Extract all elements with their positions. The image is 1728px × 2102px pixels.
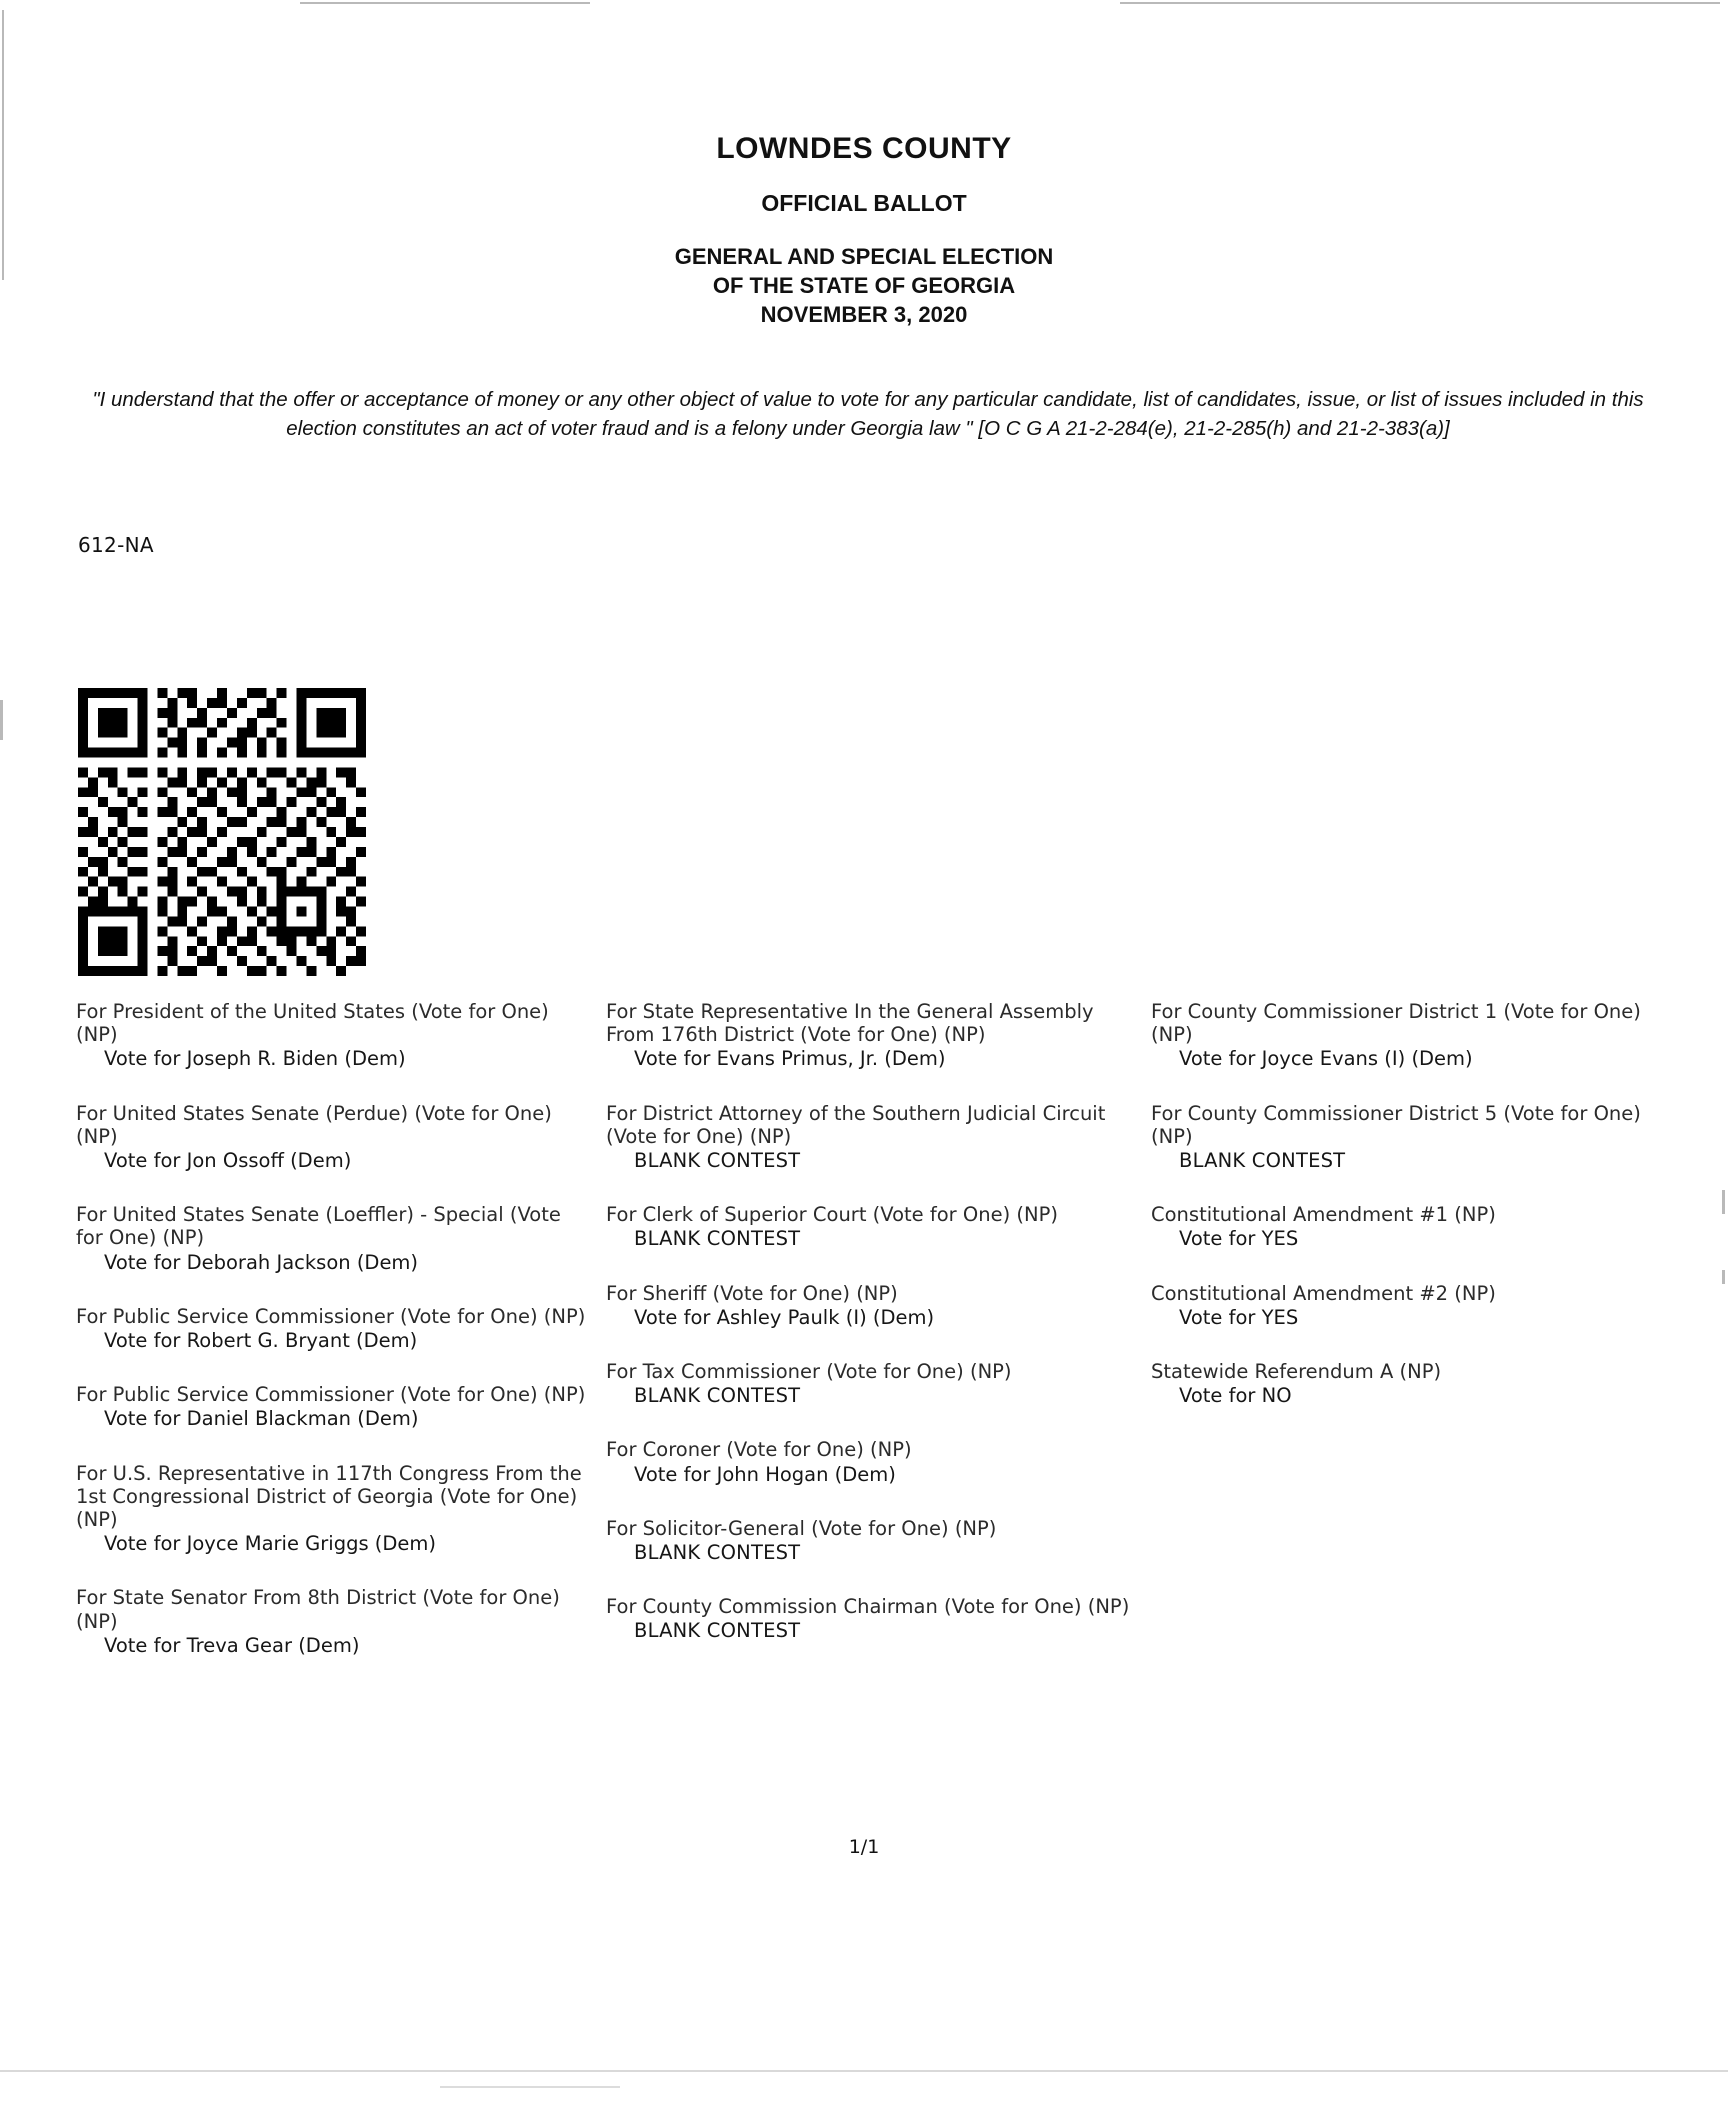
contest-title: For President of the United States (Vote for One) (NP) [76,1000,549,1047]
contest-sheriff [606,1282,1133,1329]
contest-state-representative-176th-district [606,1000,1133,1071]
contest-district-attorney-southern-judicial-circuit [606,1102,1133,1173]
contest-title: For U.S. Representative in 117th Congress From the 1st Congressional District of Georgia (Vote for One) (NP) [76,1461,582,1532]
contest-title: Statewide Referendum A (NP) [1151,1360,1442,1384]
contest-title: For Tax Commissioner (Vote for One) (NP) [606,1360,1012,1384]
contest-title: For County Commission Chairman (Vote for One) (NP) [606,1595,1130,1619]
contest-choice: Vote for Jon Ossoff (Dem) [104,1149,352,1173]
contest-title: For Coroner (Vote for One) (NP) [606,1438,912,1462]
contest-choice: Vote for Daniel Blackman (Dem) [104,1407,419,1431]
contest-county-commissioner-district-1 [1151,1000,1648,1071]
contest-solicitor-general [606,1517,1133,1564]
contest-choice: Vote for Evans Primus, Jr. (Dem) [634,1047,946,1071]
county-title: LOWNDES COUNTY [716,132,1012,165]
contest-us-senate-loeffler-special [76,1203,588,1274]
election-title-line-1: GENERAL AND SPECIAL ELECTION [674,244,1054,269]
contest-choice: BLANK CONTEST [634,1384,801,1408]
voter-fraud-oath-text: "I understand that the offer or acceptance of money or any other object of value to vote for any particular candidate, list of candidates, issue, or list of issues included in this election constitutes an act of voter fraud and is a felony under Georgia law " [O C G A 21-2-284(e), 21-2-285(h) and 21-2-383(a)] [92,388,1644,441]
contest-public-service-commissioner-2 [76,1383,588,1430]
contest-choice: Vote for Robert G. Bryant (Dem) [104,1329,418,1353]
contest-coroner [606,1438,1133,1485]
scan-edge-mark [440,2086,620,2088]
contest-county-commissioner-district-5 [1151,1102,1648,1173]
contest-choice: Vote for Ashley Paulk (I) (Dem) [634,1305,935,1329]
contest-title: For State Representative In the General Assembly From 176th District (Vote for One) (NP) [606,1000,1094,1047]
contest-us-senate-perdue [76,1102,588,1173]
qr-code-icon [78,688,366,976]
election-title-line-2: OF THE STATE OF GEORGIA [712,273,1016,299]
contest-title: For Clerk of Superior Court (Vote for One) (NP) [606,1203,1058,1227]
contest-us-representative-117th-congress [76,1462,588,1556]
election-title [0,242,1728,329]
contest-state-senator-8th-district [76,1586,588,1657]
scan-edge-mark [1120,2,1720,4]
ballot-style-id: 612-NA [78,533,154,557]
scan-edge-mark [1722,1270,1725,1284]
contest-choice: Vote for John Hogan (Dem) [634,1462,896,1486]
contest-title: For Public Service Commissioner (Vote for One) (NP) [76,1383,586,1407]
contest-title: For District Attorney of the Southern Judicial Circuit (Vote for One) (NP) [606,1101,1106,1148]
contest-president [76,1000,588,1071]
contest-choice: BLANK CONTEST [634,1149,801,1173]
contest-title: For Public Service Commissioner (Vote for One) (NP) [76,1304,586,1328]
contest-statewide-referendum-a [1151,1360,1648,1407]
contest-title: Constitutional Amendment #2 (NP) [1151,1281,1496,1305]
scan-edge-mark [0,2070,1728,2072]
contest-choice: Vote for NO [1179,1384,1292,1408]
contest-tax-commissioner [606,1360,1133,1407]
election-date: NOVEMBER 3, 2020 [760,302,968,328]
selections-column-1 [76,1000,606,1657]
contest-choice: Vote for Treva Gear (Dem) [104,1633,360,1657]
contest-choice: BLANK CONTEST [634,1541,801,1565]
scan-edge-mark [0,700,3,740]
contest-county-commission-chairman [606,1595,1133,1642]
contest-title: For Solicitor-General (Vote for One) (NP) [606,1516,997,1540]
page-number: 1/1 [848,1836,880,1858]
contest-choice: BLANK CONTEST [1179,1149,1346,1173]
selections-column-3 [1151,1000,1666,1657]
contest-constitutional-amendment-1 [1151,1203,1648,1250]
official-ballot-label: OFFICIAL BALLOT [761,190,967,216]
contest-choice: Vote for Joyce Evans (I) (Dem) [1179,1047,1473,1071]
contest-choice: BLANK CONTEST [634,1619,801,1643]
contest-title: For State Senator From 8th District (Vote for One) (NP) [76,1586,560,1633]
contest-choice: BLANK CONTEST [634,1227,801,1251]
contest-choice: Vote for YES [1179,1227,1299,1251]
contest-choice: Vote for YES [1179,1305,1299,1329]
ballot-header [0,132,1728,329]
contest-title: Constitutional Amendment #1 (NP) [1151,1203,1496,1227]
contest-choice: Vote for Joyce Marie Griggs (Dem) [104,1532,437,1556]
contest-public-service-commissioner-1 [76,1305,588,1352]
contest-title: For United States Senate (Perdue) (Vote for One) (NP) [76,1101,552,1148]
contest-choice: Vote for Deborah Jackson (Dem) [104,1250,419,1274]
selections-column-2 [606,1000,1151,1657]
contest-clerk-of-superior-court [606,1203,1133,1250]
scan-edge-mark [300,2,590,4]
contest-title: For United States Senate (Loeffler) - Special (Vote for One) (NP) [76,1203,561,1250]
contest-constitutional-amendment-2 [1151,1282,1648,1329]
scan-edge-mark [1722,1190,1725,1214]
ballot-selections [76,1000,1666,1657]
contest-choice: Vote for Joseph R. Biden (Dem) [104,1047,406,1071]
contest-title: For County Commissioner District 5 (Vote for One) (NP) [1151,1101,1641,1148]
contest-title: For Sheriff (Vote for One) (NP) [606,1281,898,1305]
contest-title: For County Commissioner District 1 (Vote for One) (NP) [1151,1000,1641,1047]
